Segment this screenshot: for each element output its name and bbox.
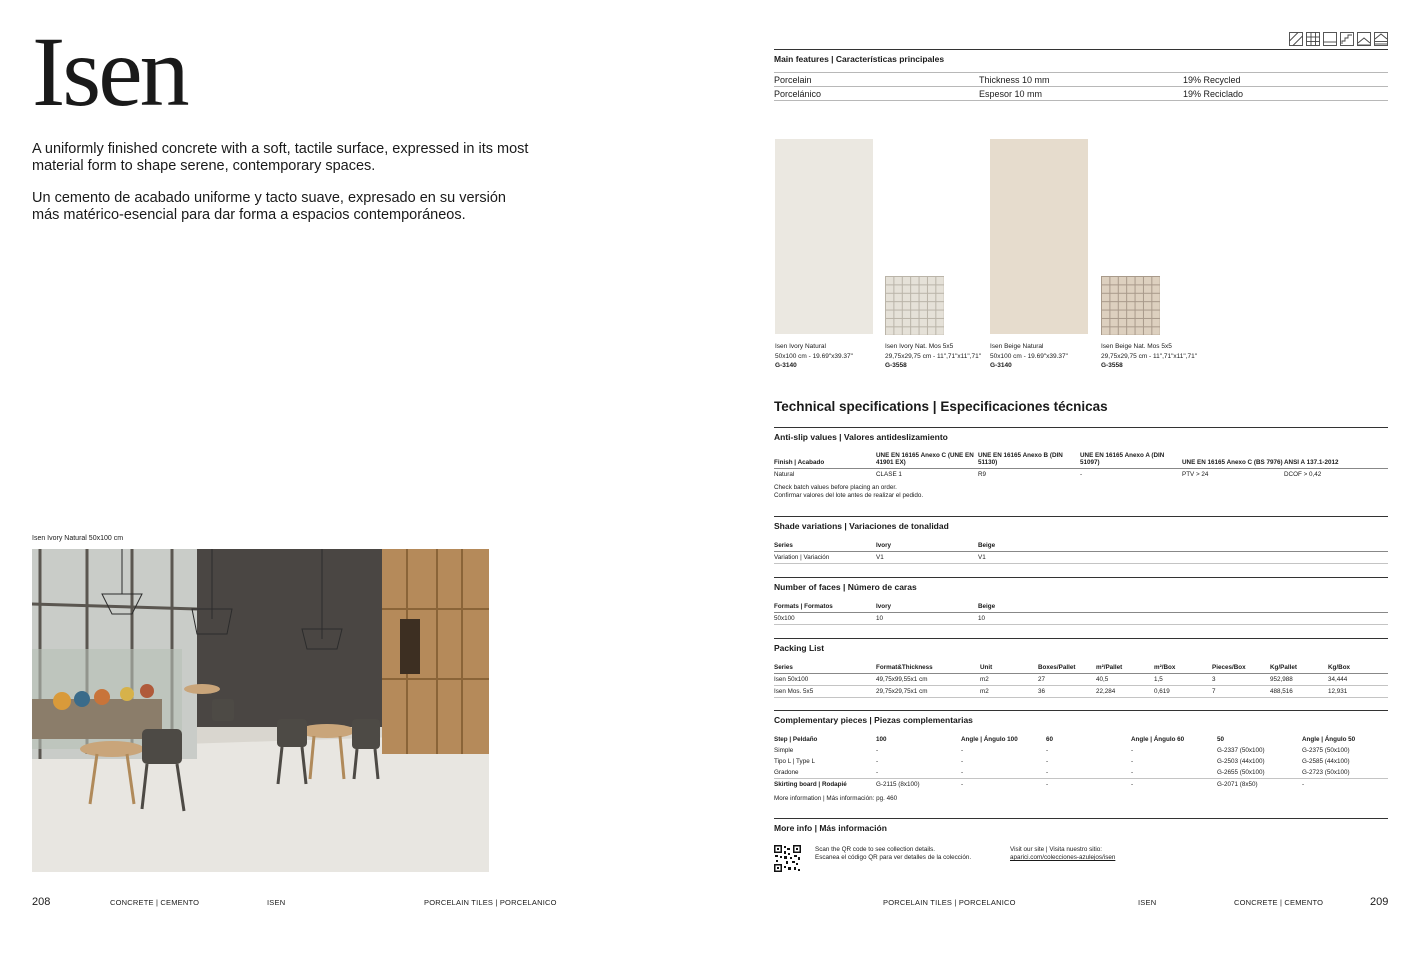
footer-right-collection: ISEN: [1138, 898, 1157, 907]
table-row: [774, 552, 1388, 564]
table-cell: G-2723 (50x100): [1302, 767, 1388, 779]
wall-icon: [1289, 32, 1303, 46]
swatch-code: G-3558: [1101, 362, 1123, 369]
footer-right-section: PORCELAIN TILES | PORCELANICO: [883, 898, 1016, 907]
feature-material: Porcelain: [774, 75, 812, 85]
scan-spanish: Escanea el código QR para ver detalles de la colección.: [815, 854, 972, 861]
scan-english: Scan the QR code to see collection details.: [815, 846, 936, 853]
table-cell: Gradone: [774, 767, 876, 779]
complementary-heading: Complementary pieces | Piezas complementarias: [774, 715, 973, 725]
table-header: UNE EN 16165 Anexo C (BS 7976): [1182, 452, 1284, 469]
visit-label: Visit our site | Visita nuestro sitio:: [1010, 846, 1103, 853]
table-header: Kg/Pallet: [1270, 664, 1328, 674]
table-cell: 50x100: [774, 613, 876, 625]
antislip-heading: Anti-slip values | Valores antideslizamiento: [774, 432, 948, 442]
scan-qr-text: [815, 846, 971, 862]
table-cell: V1: [978, 552, 1388, 564]
table-header: m²/Pallet: [1096, 664, 1154, 674]
table-header: Ivory: [876, 542, 978, 552]
table-header: Format&Thickness: [876, 664, 980, 674]
table-cell: PTV > 24: [1182, 471, 1209, 478]
table-cell: -: [1302, 781, 1305, 788]
tech-spec-title: Technical specifications | Especificaciones técnicas: [774, 399, 1108, 414]
table-cell: 10: [978, 613, 1388, 625]
table-header: Formats | Formatos: [774, 603, 876, 613]
table-cell: -: [1080, 471, 1083, 478]
table-cell: 29,75x29,75x1 cm: [876, 686, 980, 698]
swatch-code: G-3140: [990, 362, 1012, 369]
table-header: m²/Box: [1154, 664, 1212, 674]
table-cell: G-2375 (50x100): [1302, 747, 1350, 754]
table-cell: -: [1131, 767, 1217, 779]
table-cell: -: [1131, 747, 1134, 754]
table-cell: 1,5: [1154, 674, 1212, 686]
table-row: [774, 767, 1388, 779]
table-cell: G-2115 (8x100): [876, 781, 920, 788]
swatch-size: 29,75x29,75 cm - 11",71"x11",71": [885, 352, 982, 360]
table-cell: V1: [876, 552, 978, 564]
table-cell: -: [961, 781, 964, 788]
swatch-beige-mosaic: [1101, 276, 1160, 335]
table-cell: -: [961, 767, 1046, 779]
main-features-heading: Main features | Características principales: [774, 54, 945, 64]
faces-heading: Number of faces | Número de caras: [774, 582, 917, 592]
divider: [774, 100, 1388, 101]
table-header: Step | Peldaño: [774, 736, 818, 743]
table-cell: 10: [876, 613, 978, 625]
table-row: [774, 613, 1388, 625]
table-cell: Tipo L | Type L: [774, 758, 815, 765]
faces-table: [774, 603, 1388, 625]
table-header: ANSI A 137.1-2012: [1284, 452, 1388, 469]
table-cell: -: [961, 747, 964, 754]
table-cell: 3: [1212, 674, 1270, 686]
photo-caption: Isen Ivory Natural 50x100 cm: [32, 535, 124, 542]
indoor-icon: [1323, 32, 1337, 46]
table-cell: DCOF > 0,42: [1284, 471, 1322, 478]
table-header: 60: [1046, 736, 1054, 743]
table-cell: CLASE 1: [876, 471, 902, 478]
antislip-table: [774, 452, 1388, 480]
table-cell: -: [876, 758, 879, 765]
shade-table: [774, 542, 1388, 564]
swatch-ivory-mosaic: [885, 276, 944, 335]
feature-material-es: Porcelánico: [774, 89, 822, 99]
table-header: 100: [876, 736, 887, 743]
table-header: Beige: [978, 603, 1388, 613]
divider: [774, 577, 1388, 578]
table-cell: Isen 50x100: [774, 674, 876, 686]
note-english: Check batch values before placing an order.: [774, 484, 897, 491]
collection-title: Isen: [32, 16, 187, 127]
table-cell: -: [1046, 781, 1049, 788]
swatch-name: Isen Ivory Nat. Mos 5x5: [885, 343, 954, 350]
divider: [774, 710, 1388, 711]
table-cell: G-2071 (8x50): [1217, 781, 1258, 788]
table-header: UNE EN 16165 Anexo B (DIN 51130): [978, 452, 1080, 469]
table-header: 50: [1217, 736, 1225, 743]
divider: [774, 427, 1388, 428]
table-cell: 952,988: [1270, 674, 1328, 686]
table-cell: -: [876, 767, 961, 779]
more-info-heading: More info | Más información: [774, 823, 887, 833]
packing-table: [774, 664, 1388, 698]
feature-recycled: 19% Recycled: [1183, 75, 1241, 85]
table-header: UNE EN 16165 Anexo A (DIN 51097): [1080, 452, 1182, 469]
swatch-caption: [1101, 342, 1197, 371]
table-cell: R9: [978, 471, 987, 478]
table-header: Angle | Ángulo 50: [1302, 736, 1356, 743]
table-header: Angle | Ángulo 100: [961, 736, 1018, 743]
table-cell: -: [1131, 781, 1134, 788]
footer-right-category: CONCRETE | CEMENTO: [1234, 898, 1324, 907]
page-number-right: 209: [1370, 896, 1389, 908]
table-header: Finish | Acabado: [774, 452, 876, 469]
swatch-name: Isen Beige Nat. Mos 5x5: [1101, 343, 1172, 350]
table-header: Pieces/Box: [1212, 664, 1270, 674]
table-row: [774, 686, 1388, 698]
visit-site-text: [1010, 846, 1115, 862]
footer-left-collection: ISEN: [267, 898, 286, 907]
floor-icon: [1306, 32, 1320, 46]
table-cell: 27: [1038, 674, 1096, 686]
divider: [774, 516, 1388, 517]
table-header: Ivory: [876, 603, 978, 613]
table-cell: Isen Mos. 5x5: [774, 686, 876, 698]
divider: [774, 818, 1388, 819]
footer-left-category: CONCRETE | CEMENTO: [110, 898, 200, 907]
table-cell: 49,75x99,55x1 cm: [876, 674, 980, 686]
feature-thickness-es: Espesor 10 mm: [979, 89, 1043, 99]
note-spanish: Confirmar valores del lote antes de realizar el pedido.: [774, 492, 924, 499]
qr-code[interactable]: [774, 845, 801, 872]
table-cell: 488,516: [1270, 686, 1328, 698]
footer-left-section: PORCELAIN TILES | PORCELANICO: [424, 898, 557, 907]
swatch-code: G-3558: [885, 362, 907, 369]
table-cell: -: [1046, 767, 1131, 779]
table-header: Beige: [978, 542, 1388, 552]
table-cell: -: [1046, 747, 1049, 754]
facade-icon: [1374, 32, 1388, 46]
table-cell: G-2503 (44x100): [1217, 758, 1265, 765]
table-row: [774, 469, 1388, 481]
interior-photo: [32, 549, 489, 872]
table-cell: 22,284: [1096, 686, 1154, 698]
table-cell: 0,619: [1154, 686, 1212, 698]
intro-english: A uniformly finished concrete with a soft, tactile surface, expressed in its most material form to shape serene, contemporary spaces.: [32, 141, 529, 174]
swatch-code: G-3140: [775, 362, 797, 369]
table-cell: 12,931: [1328, 686, 1388, 698]
intro-spanish: Un cemento de acabado uniforme y tacto suave, expresado en su versión más matérico-esencial para dar forma a espacios contemporáneos.: [32, 190, 506, 223]
feature-recycled-es: 19% Reciclado: [1183, 89, 1244, 99]
swatch-size: 50x100 cm - 19.69"x39.37": [990, 352, 1068, 360]
table-cell: -: [1131, 758, 1134, 765]
table-header: Series: [774, 664, 876, 674]
packing-heading: Packing List: [774, 643, 825, 653]
usage-icons: [1289, 32, 1388, 46]
table-cell: 7: [1212, 686, 1270, 698]
table-cell: G-2337 (50x100): [1217, 747, 1265, 754]
table-cell: Variation | Variación: [774, 552, 876, 564]
swatch-caption: [990, 342, 1068, 371]
table-header: UNE EN 16165 Anexo C (UNE EN 41901 EX): [876, 452, 978, 469]
table-cell: m2: [980, 674, 1038, 686]
divider: [774, 72, 1388, 73]
table-header: Angle | Ángulo 60: [1131, 736, 1185, 743]
table-cell: 36: [1038, 686, 1096, 698]
table-cell: Skirting board | Rodapié: [774, 781, 847, 788]
divider: [774, 49, 1388, 50]
table-row: [774, 779, 1388, 791]
swatch-ivory-natural: [775, 139, 873, 334]
table-cell: Simple: [774, 747, 794, 754]
table-cell: G-2655 (50x100): [1217, 767, 1302, 779]
table-cell: -: [876, 747, 879, 754]
table-cell: m2: [980, 686, 1038, 698]
table-cell: Natural: [774, 471, 795, 478]
table-header: Series: [774, 542, 876, 552]
shade-heading: Shade variations | Variaciones de tonalidad: [774, 521, 949, 531]
site-link[interactable]: aparici.com/colecciones-azulejos/isen: [1010, 854, 1116, 861]
swatch-name: Isen Beige Natural: [990, 343, 1044, 350]
swatch-beige-natural: [990, 139, 1088, 334]
table-row: [774, 674, 1388, 686]
table-row: [774, 745, 1388, 756]
table-header: Kg/Box: [1328, 664, 1388, 674]
complementary-table: [774, 736, 1388, 790]
divider: [774, 638, 1388, 639]
swatch-name: Isen Ivory Natural: [775, 343, 826, 350]
divider: [774, 86, 1388, 87]
antislip-note: [774, 484, 923, 500]
swatch-size: 50x100 cm - 19.69"x39.37": [775, 352, 853, 360]
table-row: [774, 756, 1388, 767]
table-cell: -: [961, 758, 964, 765]
swatch-caption: [885, 342, 981, 371]
table-header: Boxes/Pallet: [1038, 664, 1096, 674]
table-cell: G-2585 (44x100): [1302, 758, 1350, 765]
swatch-caption: [775, 342, 853, 371]
outdoor-icon: [1357, 32, 1371, 46]
table-cell: -: [1046, 758, 1049, 765]
feature-thickness: Thickness 10 mm: [979, 75, 1050, 85]
more-information-note: More information | Más información: pg. 460: [774, 795, 898, 802]
page-number-left: 208: [32, 896, 51, 908]
swatch-size: 29,75x29,75 cm - 11",71"x11",71": [1101, 352, 1198, 360]
table-cell: 34,444: [1328, 674, 1388, 686]
stairs-icon: [1340, 32, 1354, 46]
table-cell: 40,5: [1096, 674, 1154, 686]
table-header: Unit: [980, 664, 1038, 674]
